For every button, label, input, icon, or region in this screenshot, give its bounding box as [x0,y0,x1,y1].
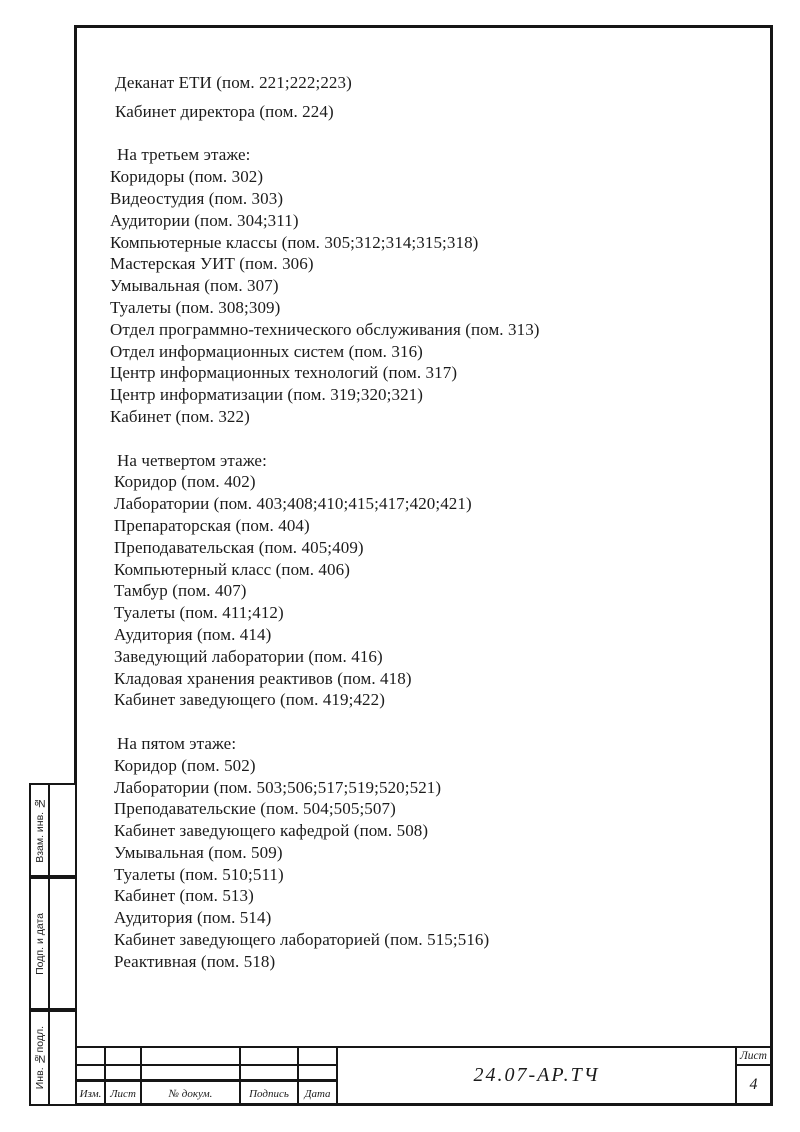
stamp-label-col [31,1012,50,1104]
stamp-label-col [31,785,50,875]
room-list-item: Отдел программно-технического обслуживания (пом. 313) [110,319,540,339]
sheet-label: Лист [737,1048,770,1066]
room-list-item: Центр информационных технологий (пом. 317) [110,363,458,383]
izm-column-label: Изм. [77,1082,106,1103]
room-list-item: Коридор (пом. 402) [114,472,256,492]
data-column-label: Дата [299,1082,338,1103]
podpis-column-label: Подпись [241,1082,299,1103]
room-list [110,72,710,973]
room-list-item: Центр информатизации (пом. 319;320;321) [110,385,424,405]
room-list-item: Заведующий лаборатории (пом. 416) [114,646,383,666]
titleblock-cell [106,1066,142,1082]
titleblock-cell [299,1048,338,1066]
room-list-item: Умывальная (пом. 509) [114,842,283,862]
stamp-cell-vzam-inv [29,783,77,877]
stamp-value-col [50,785,75,875]
sheet-number: 4 [749,1075,758,1093]
room-list-item: Аудитория (пом. 414) [114,624,272,644]
titleblock-cell [142,1066,241,1082]
floor-section [110,733,710,973]
room-list-item: Отдел информационных систем (пом. 316) [110,341,423,361]
room-list-item: Аудитория (пом. 514) [114,908,272,928]
titleblock-cell [77,1066,106,1082]
room-list-item: Кабинет заведующего кафедрой (пом. 508) [114,821,429,841]
titleblock-cell [241,1066,299,1082]
title-block [77,1046,770,1103]
room-list-item: Преподавательские (пом. 504;505;507) [114,799,396,819]
room-list-item: Тамбур (пом. 407) [114,581,247,601]
titleblock-cell [142,1048,241,1066]
room-list-item: Лаборатории (пом. 503;506;517;519;520;521) [114,777,442,797]
room-list-item: Туалеты (пом. 510;511) [114,864,284,884]
room-list-item: Компьютерный класс (пом. 406) [114,559,350,579]
room-list-item: Коридор (пом. 502) [114,755,256,775]
room-list-item: Деканат ЕТИ (пом. 221;222;223) [115,73,352,92]
floor-header: На четвертом этаже: [117,450,267,470]
titleblock-cell [77,1048,106,1066]
document-code-cell [338,1048,737,1103]
room-list-item: Преподавательская (пом. 405;409) [114,537,364,557]
stamp-value-col [50,1012,75,1104]
room-list-item: Кабинет (пом. 513) [114,886,254,906]
stamp-label-col [31,879,50,1008]
document-code: 24.07-АР.ТЧ [473,1064,600,1086]
floor-header: На третьем этаже: [117,145,251,165]
titleblock-cell [106,1048,142,1066]
floor-section [110,144,710,427]
doc-number-column-label: № докум. [142,1082,241,1103]
inv-podl-label: Инв. №подл. [33,1026,46,1090]
room-list-item: Компьютерные классы (пом. 305;312;314;315;318) [110,232,479,252]
room-list-item: Коридоры (пом. 302) [110,167,264,187]
room-list-item: Кладовая хранения реактивов (пом. 418) [114,668,412,688]
room-list-item: Препараторская (пом. 404) [114,515,310,535]
vzam-inv-label: Взам. инв. № [33,797,46,863]
podp-data-label: Подп. и дата [33,912,46,975]
room-list-item: Аудитории (пом. 304;311) [110,210,299,230]
room-list-item: Умывальная (пом. 307) [110,276,279,296]
titleblock-cell [241,1048,299,1066]
stamp-cell-podp-data [29,877,77,1010]
floor-header: На пятом этаже: [117,733,237,753]
room-list-item: Кабинет директора (пом. 224) [115,101,334,121]
room-list-item: Реактивная (пом. 518) [114,951,276,971]
room-list-item: Туалеты (пом. 411;412) [114,603,284,623]
room-list-item: Мастерская УИТ (пом. 306) [110,254,314,274]
room-list-item: Лаборатории (пом. 403;408;410;415;417;420;421) [114,494,472,514]
list-column-label: Лист [106,1082,142,1103]
room-list-item: Кабинет (пом. 322) [110,406,250,426]
room-list-item: Кабинет заведующего (пом. 419;422) [114,690,386,710]
titleblock-cell [299,1066,338,1082]
stamp-cell-inv-podl [29,1010,77,1106]
room-list-item: Кабинет заведующего лабораторией (пом. 515;516) [114,930,490,950]
stamp-value-col [50,879,75,1008]
floor-section [110,72,710,123]
room-list-item: Туалеты (пом. 308;309) [110,297,281,317]
room-list-item: Видеостудия (пом. 303) [110,188,284,208]
floor-section [110,450,710,712]
